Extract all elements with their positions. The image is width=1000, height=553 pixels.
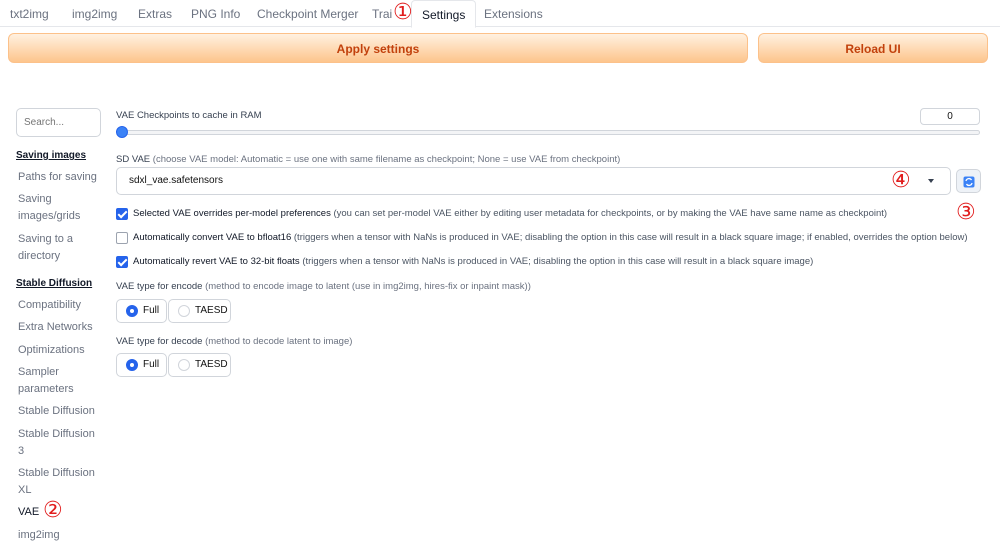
sidebar-item-optimizations[interactable]: Optimizations xyxy=(18,344,85,356)
sidebar-item-vae[interactable]: VAE xyxy=(18,506,40,518)
vae-encode-option-taesd: TAESD xyxy=(195,305,228,316)
vae-cache-number-input[interactable]: 0 xyxy=(920,108,980,125)
vae-decode-option-full: Full xyxy=(143,359,160,370)
vae-bfloat16-label-hint: (triggers when a tensor with NaNs is produced in VAE; disabling the option in this case will result in a black square image; if enabled, overrides the option below) xyxy=(293,232,968,243)
vae-decode-label xyxy=(116,336,352,347)
sidebar-item-sampler-parameters[interactable]: Sampler parameters xyxy=(18,366,74,395)
vae-decode-label-hint: (method to decode latent to image) xyxy=(205,336,353,347)
vae-revert-32bit-checkbox[interactable] xyxy=(116,256,128,268)
vae-decode-radio-taesd[interactable] xyxy=(168,353,231,377)
tab-settings[interactable]: Settings xyxy=(411,0,476,28)
sidebar-item-compatibility[interactable]: Compatibility xyxy=(18,299,81,311)
tab-txt2img[interactable]: txt2img xyxy=(10,7,49,21)
vae-override-label-hint: (you can set per-model VAE either by editing user metadata for checkpoints, or by making the VAE have same name as checkpoint) xyxy=(333,208,888,219)
vae-revert-32bit-label-title: Automatically revert VAE to 32-bit floats xyxy=(133,256,300,267)
sidebar-item-extra-networks[interactable]: Extra Networks xyxy=(18,321,93,333)
vae-revert-32bit-label xyxy=(133,256,813,267)
sidebar-item-img2img[interactable]: img2img xyxy=(18,529,60,541)
vae-revert-32bit-label-hint: (triggers when a tensor with NaNs is produced in VAE; disabling the option in this case will result in a black square image) xyxy=(302,256,814,267)
annotation-marker-1: ① xyxy=(393,0,413,25)
vae-cache-label: VAE Checkpoints to cache in RAM xyxy=(116,110,262,121)
vae-decode-option-taesd: TAESD xyxy=(195,359,228,370)
sd-vae-label-hint: (choose VAE model: Automatic = use one with same filename as checkpoint; None = use VAE from checkpoint) xyxy=(152,154,621,165)
annotation-marker-2: ② xyxy=(43,498,63,523)
vae-encode-label-title: VAE type for encode xyxy=(116,281,203,292)
radio-unselected-icon xyxy=(178,305,190,317)
vae-encode-option-full: Full xyxy=(143,305,160,316)
tab-extensions[interactable]: Extensions xyxy=(484,7,543,21)
refresh-vae-button[interactable] xyxy=(956,169,981,193)
sidebar-item-stable-diffusion[interactable]: Stable Diffusion xyxy=(18,405,95,417)
sidebar-heading-stable-diffusion[interactable]: Stable Diffusion xyxy=(16,278,93,289)
settings-search-input[interactable] xyxy=(16,108,101,137)
vae-encode-label-hint: (method to encode image to latent (use in img2img, hires-fix or inpaint mask)) xyxy=(205,281,531,292)
sidebar-item-paths-for-saving[interactable]: Paths for saving xyxy=(18,171,97,183)
annotation-marker-3: ③ xyxy=(956,200,976,225)
tab-img2img[interactable]: img2img xyxy=(72,7,118,21)
sidebar-item-saving-images-grids[interactable]: Saving images/grids xyxy=(18,193,81,222)
tab-png-info[interactable]: PNG Info xyxy=(191,7,241,21)
radio-unselected-icon xyxy=(178,359,190,371)
vae-encode-label xyxy=(116,281,531,292)
tab-extras[interactable]: Extras xyxy=(138,7,173,21)
tab-bar xyxy=(0,0,1000,27)
vae-cache-slider-thumb[interactable] xyxy=(116,126,128,138)
sidebar-item-stable-diffusion-xl[interactable]: Stable Diffusion XL xyxy=(18,467,95,496)
vae-bfloat16-label xyxy=(133,232,968,243)
vae-override-checkbox[interactable] xyxy=(116,208,128,220)
sd-vae-dropdown[interactable] xyxy=(116,167,951,195)
chevron-down-icon xyxy=(928,179,934,183)
refresh-icon xyxy=(963,176,975,188)
reload-ui-button[interactable]: Reload UI xyxy=(758,33,988,63)
radio-selected-icon xyxy=(126,305,138,317)
apply-settings-button[interactable]: Apply settings xyxy=(8,33,748,63)
sidebar-item-stable-diffusion-3[interactable]: Stable Diffusion 3 xyxy=(18,428,95,457)
sd-vae-label xyxy=(116,154,620,165)
vae-decode-label-title: VAE type for decode xyxy=(116,336,203,347)
sidebar-heading-saving-images[interactable]: Saving images xyxy=(16,150,87,161)
sd-vae-label-title: SD VAE xyxy=(116,154,151,165)
vae-encode-radio-full[interactable] xyxy=(116,299,167,323)
vae-override-label-title: Selected VAE overrides per-model preferences xyxy=(133,208,331,219)
vae-bfloat16-checkbox[interactable] xyxy=(116,232,128,244)
tab-checkpoint-merger[interactable]: Checkpoint Merger xyxy=(257,7,359,21)
vae-decode-radio-full[interactable] xyxy=(116,353,167,377)
vae-override-label xyxy=(133,208,887,219)
sidebar-item-saving-to-directory[interactable]: Saving to a directory xyxy=(18,233,74,262)
annotation-marker-4: ④ xyxy=(891,168,911,193)
radio-selected-icon xyxy=(126,359,138,371)
tab-train[interactable]: Trai xyxy=(372,7,393,21)
vae-bfloat16-label-title: Automatically convert VAE to bfloat16 xyxy=(133,232,292,243)
vae-encode-radio-taesd[interactable] xyxy=(168,299,231,323)
vae-cache-slider-track[interactable] xyxy=(118,130,980,135)
sd-vae-selected-value: sdxl_vae.safetensors xyxy=(129,175,223,186)
